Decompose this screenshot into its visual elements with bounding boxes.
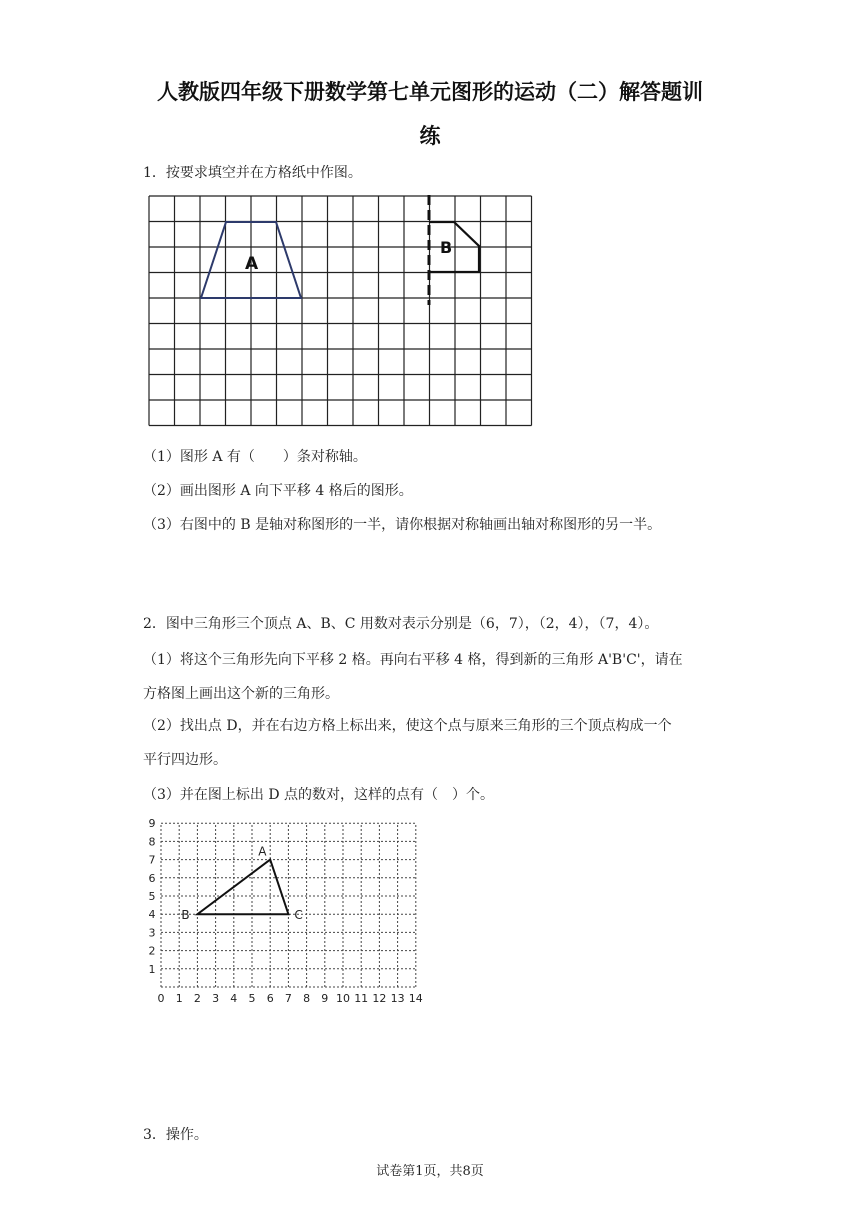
q2-sub2-line1: （2）找出点 D，并在右边方格上标出来，使这个点与原来三角形的三个顶点构成一个 xyxy=(143,718,672,734)
q1-sub1: （1）图形 A 有（ ）条对称轴。 xyxy=(143,449,367,465)
q1-grid-figure xyxy=(148,195,536,429)
vertex-label-c: C xyxy=(294,908,303,923)
y-tick-label: 4 xyxy=(148,908,156,922)
vertex-label-a: A xyxy=(258,844,267,859)
x-tick-label: 6 xyxy=(266,992,274,1005)
document-title-line1: 人教版四年级下册数学第七单元图形的运动（二）解答题训 xyxy=(157,80,703,104)
vertex-label-b: B xyxy=(181,908,190,923)
y-tick-label: 7 xyxy=(148,853,156,867)
y-tick-label: 5 xyxy=(148,890,156,903)
q2-sub3: （3）并在图上标出 D 点的数对，这样的点有（ ）个。 xyxy=(143,787,495,803)
y-tick-label: 9 xyxy=(148,817,156,831)
y-tick-label: 6 xyxy=(148,871,156,885)
x-tick-label: 5 xyxy=(248,992,256,1005)
x-tick-label: 13 xyxy=(390,992,405,1005)
shape-b-label: B xyxy=(440,238,453,257)
x-tick-label: 8 xyxy=(303,992,311,1005)
q2-y-tick-labels xyxy=(149,817,156,976)
x-tick-label: 11 xyxy=(354,992,369,1005)
x-tick-label: 4 xyxy=(230,992,238,1005)
x-tick-label: 9 xyxy=(321,992,329,1005)
x-tick-label: 2 xyxy=(193,992,201,1005)
x-tick-label: 0 xyxy=(157,992,165,1005)
q1-stem: 1．按要求填空并在方格纸中作图。 xyxy=(143,165,362,181)
q2-stem: 2．图中三角形三个顶点 A、B、C 用数对表示分别是（6，7），（2，4），（7，4）。 xyxy=(143,616,659,632)
y-tick-label: 8 xyxy=(148,835,156,849)
q2-x-tick-labels xyxy=(158,992,423,1005)
q3-stem: 3．操作。 xyxy=(143,1127,208,1143)
y-tick-label: 2 xyxy=(148,944,156,958)
x-tick-label: 3 xyxy=(212,992,220,1005)
q2-sub1-line1: （1）将这个三角形先向下平移 2 格。再向右平移 4 格，得到新的三角形 A'B'C'，请在 xyxy=(143,652,683,668)
q2-sub1-line2: 方格图上画出这个新的三角形。 xyxy=(143,686,339,702)
y-tick-label: 3 xyxy=(148,926,156,940)
triangle-vertex-labels xyxy=(181,845,302,923)
triangle-abc xyxy=(197,860,288,915)
x-tick-label: 10 xyxy=(336,992,350,1005)
x-tick-label: 12 xyxy=(372,992,387,1005)
x-tick-label: 1 xyxy=(175,992,183,1005)
q2-sub2-line2: 平行四边形。 xyxy=(143,752,227,768)
x-tick-label: 7 xyxy=(284,992,292,1005)
q2-grid-lines xyxy=(161,823,416,987)
y-tick-label: 1 xyxy=(148,962,156,976)
q1-grid-lines xyxy=(149,196,532,426)
document-title-line2: 练 xyxy=(419,124,441,148)
q1-sub3: （3）右图中的 B 是轴对称图形的一半，请你根据对称轴画出轴对称图形的另一半。 xyxy=(143,517,662,533)
q2-coordinate-grid xyxy=(140,815,430,1010)
q1-sub2: （2）画出图形 A 向下平移 4 格后的图形。 xyxy=(143,483,413,499)
shape-a-label: A xyxy=(245,254,259,274)
x-tick-label: 14 xyxy=(408,992,423,1005)
page-footer: 试卷第1页，共8页 xyxy=(376,1164,484,1179)
